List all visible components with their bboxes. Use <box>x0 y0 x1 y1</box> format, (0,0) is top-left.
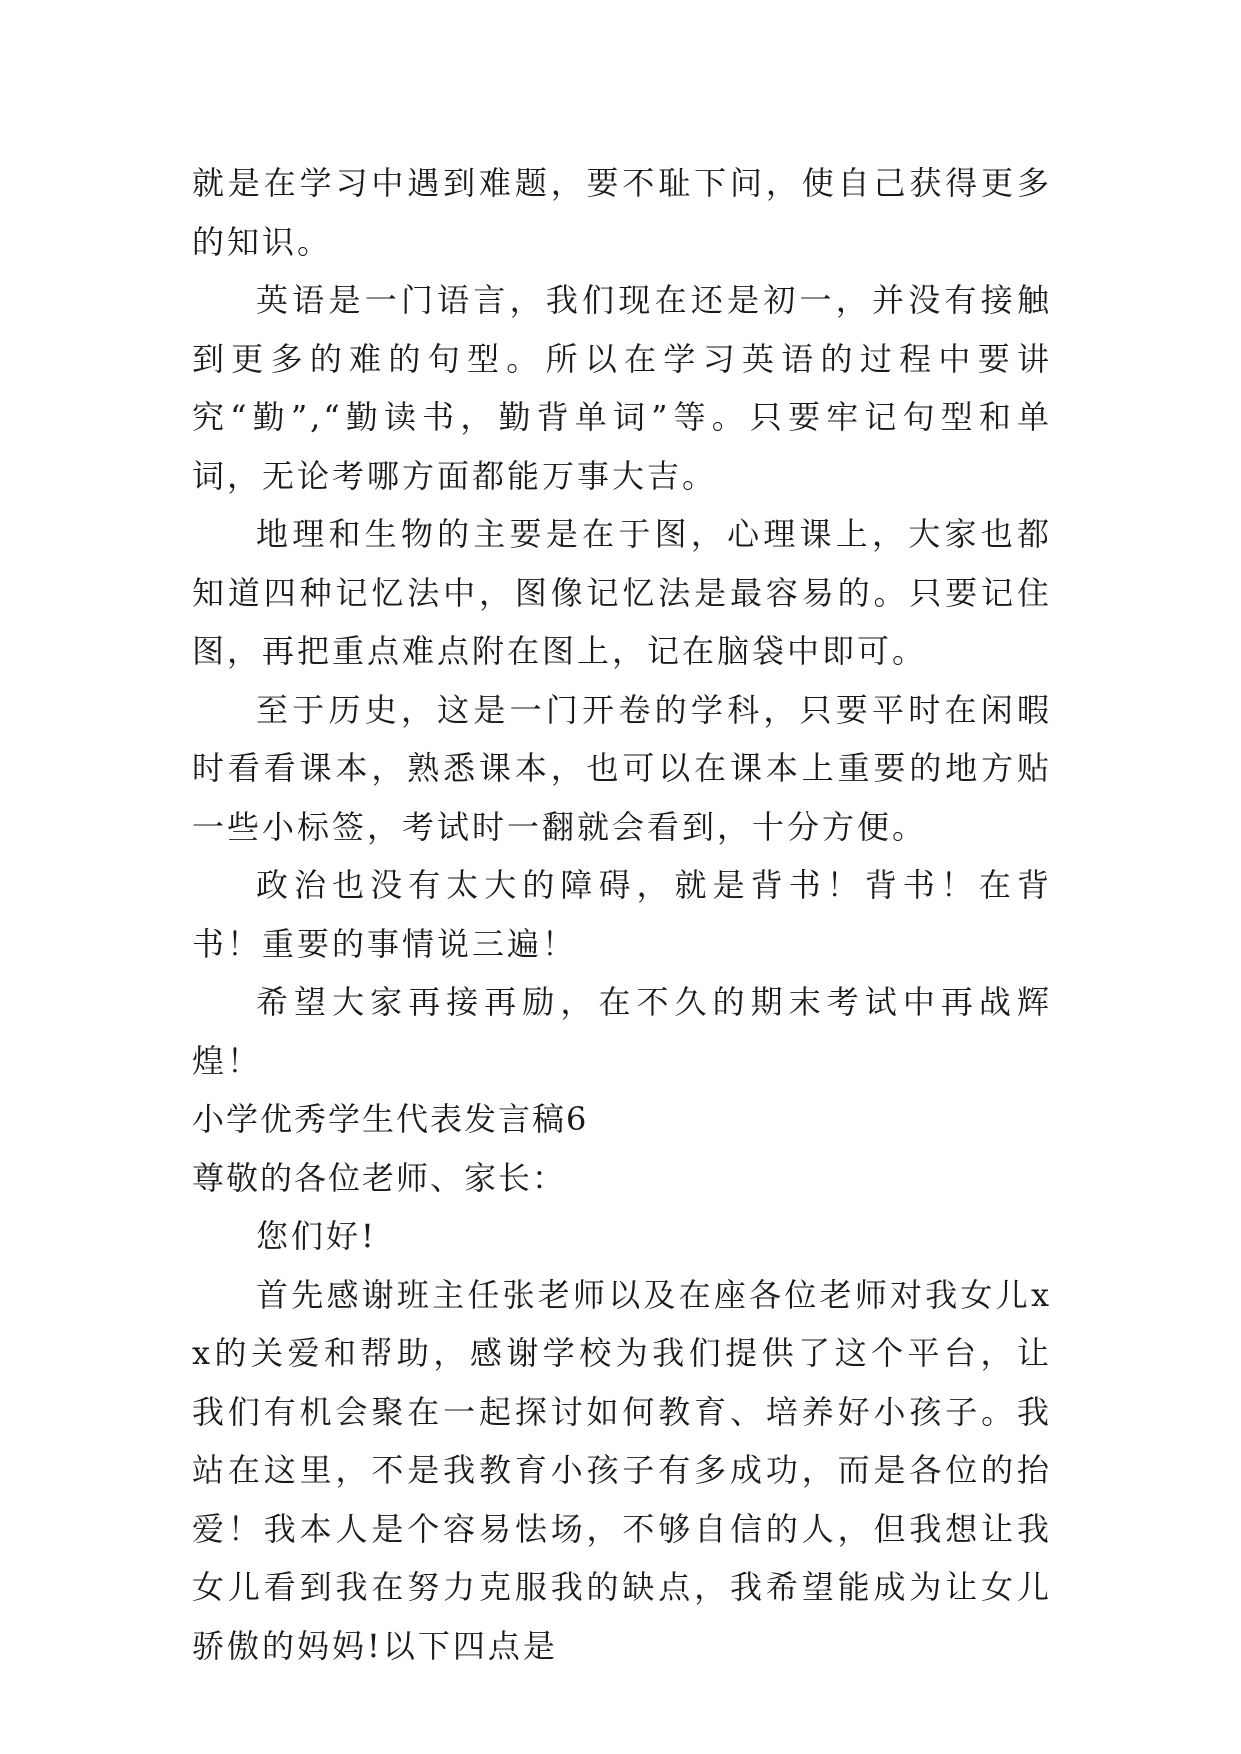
paragraph-english: 英语是一门语言，我们现在还是初一，并没有接触到更多的难的句型。所以在学习英语的过程中要讲究“勤”,“勤读书，勤背单词”等。只要牢记句型和单词，无论考哪方面都能万事大吉。 <box>192 281 1052 495</box>
paragraph-history: 至于历史，这是一门开卷的学科，只要平时在闲暇时看看课本，熟悉课本，也可以在课本上重要的地方贴一些小标签，考试时一翻就会看到，十分方便。 <box>192 690 1052 846</box>
paragraph-politics: 政治也没有太大的障碍，就是背书！背书！在背书！重要的事情说三遍！ <box>192 866 1052 963</box>
salutation: 尊敬的各位老师、家长： <box>192 1158 567 1197</box>
section-title: 小学优秀学生代表发言稿6 <box>192 1100 589 1138</box>
paragraph-thanks: 首先感谢班主任张老师以及在座各位老师对我女儿xx的关爱和帮助，感谢学校为我们提供了这个平台，让我们有机会聚在一起探讨如何教育、培养好小孩子。我站在这里，不是我教育小孩子有多成功，而是各位的抬爱！我本人是个容易怯场，不够自信的人，但我想让我女儿看到我在努力克服我的缺点，我希望能成为让女儿骄傲的妈妈!以下四点是 <box>192 1275 1052 1665</box>
greeting: 您们好! <box>256 1217 377 1255</box>
document-body <box>192 154 1052 1675</box>
paragraph-geography-biology: 地理和生物的主要是在于图，心理课上，大家也都知道四种记忆法中，图像记忆法是最容易的。只要记住图，再把重点难点附在图上，记在脑袋中即可。 <box>192 515 1052 670</box>
paragraph-closing-wish: 希望大家再接再励，在不久的期末考试中再战辉煌！ <box>192 983 1052 1080</box>
paragraph-1: 就是在学习中遇到难题，要不耻下问，使自己获得更多的知识。 <box>192 164 1052 261</box>
